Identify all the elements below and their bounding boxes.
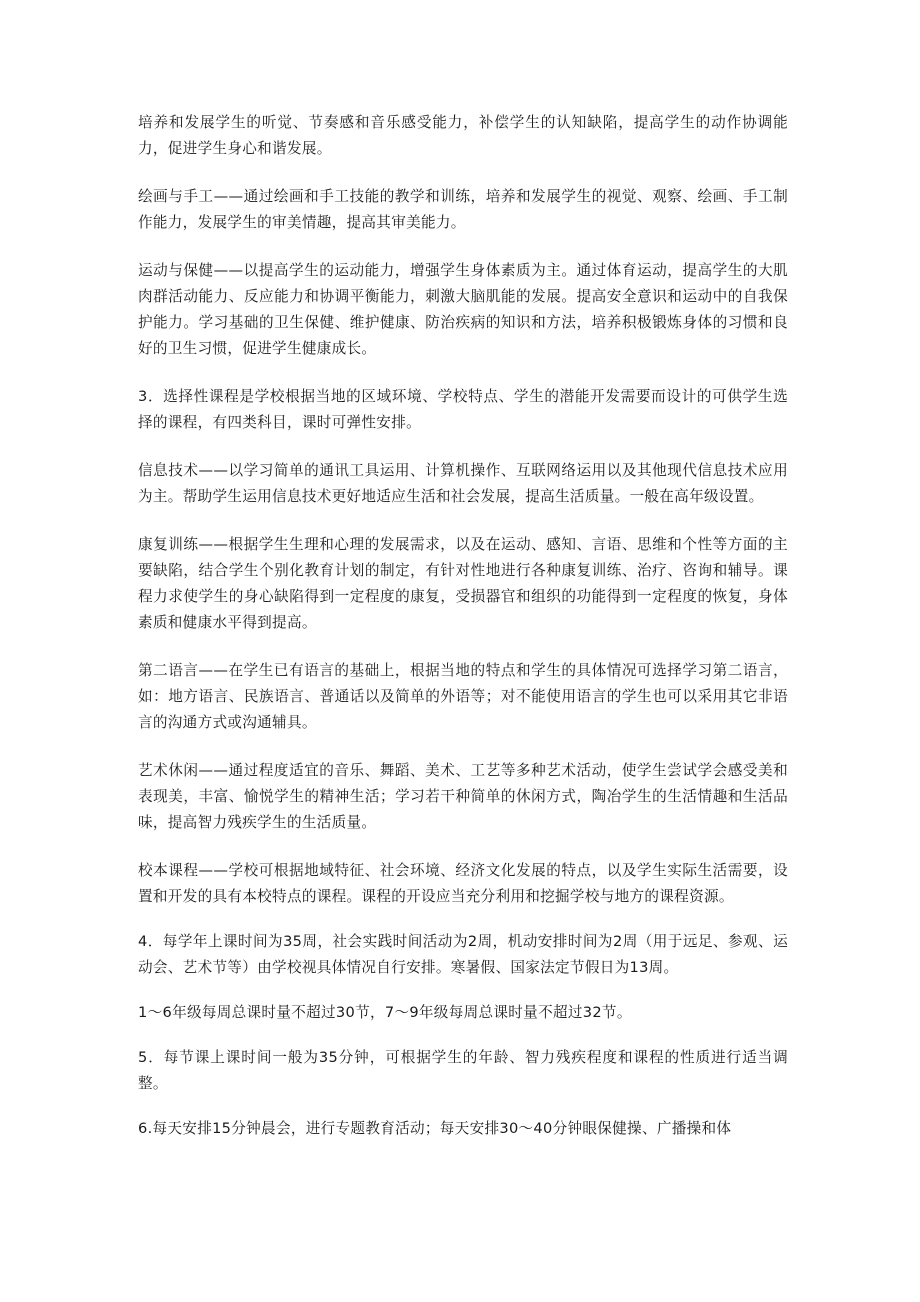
paragraph-rehabilitation-training: 康复训练——根据学生生理和心理的发展需求，以及在运动、感知、言语、思维和个性等方面的主要缺陷，结合学生个别化教育计划的制定，有针对性地进行各种康复训练、治疗、咨询和辅导。课程力求使学生的身心缺陷得到一定程度的康复，受损器官和组织的功能得到一定程度的恢复，身体素质和健康水平得到提高。	[138, 536, 788, 631]
paragraph-second-language: 第二语言——在学生已有语言的基础上，根据当地的特点和学生的具体情况可选择学习第二语言，如：地方语言、民族语言、普通话以及简单的外语等；对不能使用语言的学生也可以采用其它非语言的沟通方式或沟通辅具。	[138, 662, 788, 731]
paragraph-school-weeks: 4．每学年上课时间为35周，社会实践时间活动为2周，机动安排时间为2周（用于远足、参观、运动会、艺术节等）由学校视具体情况自行安排。寒暑假、国家法定节假日为13周。	[138, 933, 788, 976]
paragraph-art-leisure: 艺术休闲——通过程度适宜的音乐、舞蹈、美术、工艺等多种艺术活动，使学生尝试学会感受美和表现美，丰富、愉悦学生的精神生活；学习若干种简单的休闲方式，陶冶学生的生活情趣和生活品味，提高智力残疾学生的生活质量。	[138, 762, 788, 831]
paragraph-weekly-hours: 1～6年级每周总课时量不超过30节，7～9年级每周总课时量不超过32节。	[138, 1004, 632, 1021]
document-body	[138, 110, 788, 1161]
paragraph-school-based-courses: 校本课程——学校可根据地域特征、社会环境、经济文化发展的特点，以及学生实际生活需要，设置和开发的具有本校特点的课程。课程的开设应当充分利用和挖掘学校与地方的课程资源。	[138, 862, 788, 905]
paragraph-information-technology: 信息技术——以学习简单的通讯工具运用、计算机操作、互联网络运用以及其他现代信息技术应用为主。帮助学生运用信息技术更好地适应生活和社会发展，提高生活质量。一般在高年级设置。	[138, 462, 788, 505]
paragraph-drawing-handcraft: 绘画与手工——通过绘画和手工技能的教学和训练，培养和发展学生的视觉、观察、绘画、手工制作能力，发展学生的审美情趣，提高其审美能力。	[138, 188, 788, 231]
paragraph-music-rhythm: 培养和发展学生的听觉、节奏感和音乐感受能力，补偿学生的认知缺陷，提高学生的动作协调能力，促进学生身心和谐发展。	[138, 114, 788, 157]
paragraph-elective-courses: 3．选择性课程是学校根据当地的区域环境、学校特点、学生的潜能开发需要而设计的可供学生选择的课程，有四类科目，课时可弹性安排。	[138, 388, 788, 431]
paragraph-sports-health: 运动与保健——以提高学生的运动能力，增强学生身体素质为主。通过体育运动，提高学生的大肌肉群活动能力、反应能力和协调平衡能力，刺激大脑肌能的发展。提高安全意识和运动中的自我保护能力。学习基础的卫生保健、维护健康、防治疾病的知识和方法，培养积极锻炼身体的习惯和良好的卫生习惯，促进学生健康成长。	[138, 262, 788, 357]
paragraph-lesson-duration: 5．每节课上课时间一般为35分钟，可根据学生的年龄、智力残疾程度和课程的性质进行适当调整。	[138, 1049, 788, 1092]
paragraph-morning-meeting: 6.每天安排15分钟晨会，进行专题教育活动；每天安排30～40分钟眼保健操、广播操和体	[138, 1120, 732, 1137]
